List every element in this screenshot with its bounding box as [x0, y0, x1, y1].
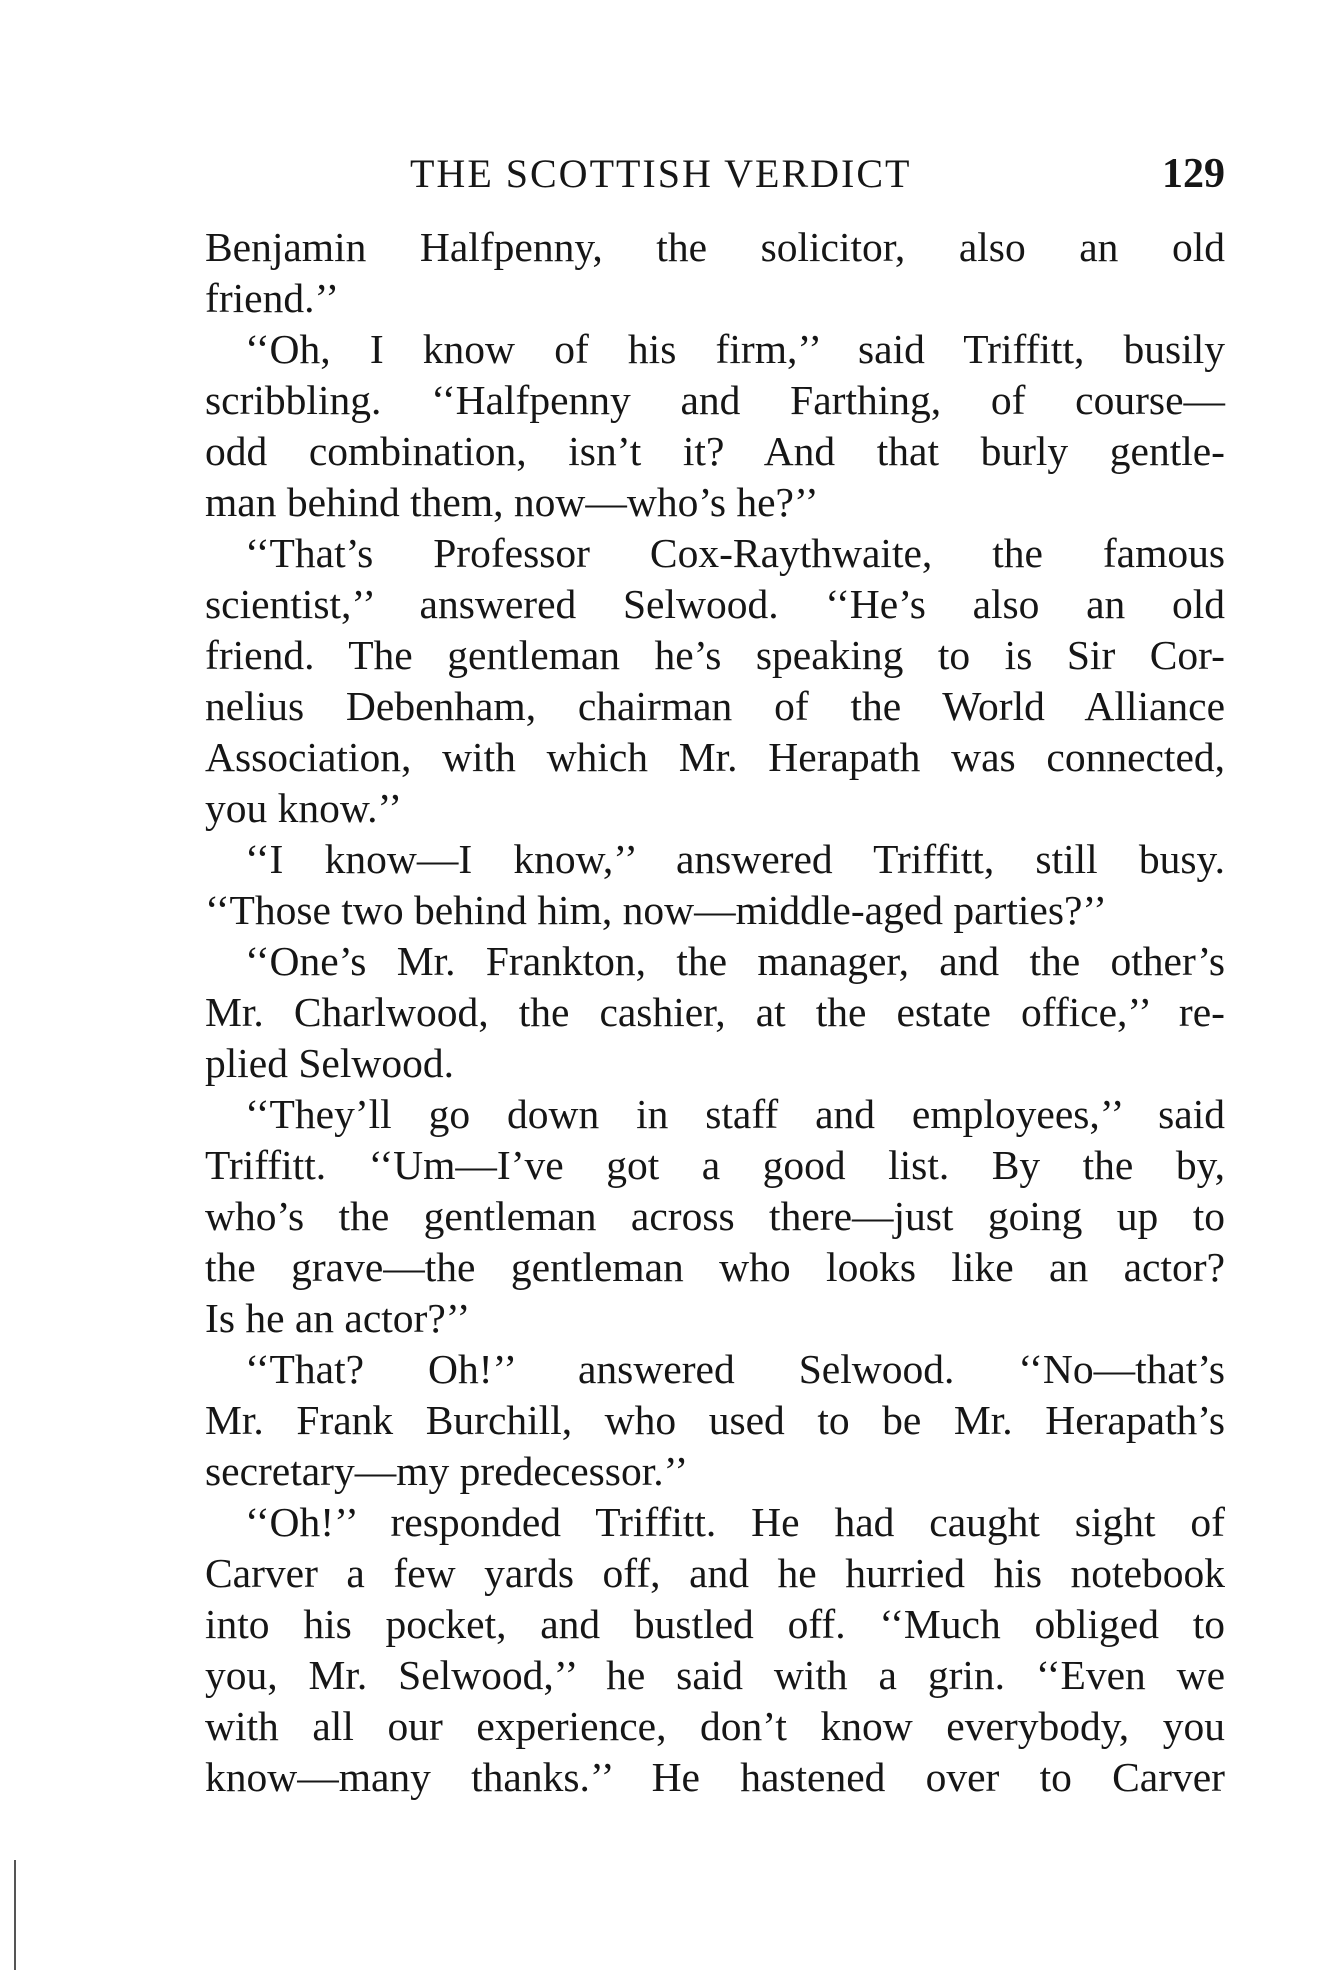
text-line: ‘‘Those two behind him, now—middle-aged parties?’’ [205, 887, 1107, 933]
text-line: odd combination, isn’t it? And that burly gentle- [205, 428, 1225, 474]
text-line: friend. The gentleman he’s speaking to is Sir Cor- [205, 632, 1225, 678]
text-line: scientist,’’ answered Selwood. ‘‘He’s also an old [205, 581, 1225, 627]
page-header [205, 150, 1225, 210]
text-line: you, Mr. Selwood,’’ he said with a grin. ‘‘Even we [205, 1652, 1225, 1698]
text-line: ‘‘That? Oh!’’ answered Selwood. ‘‘No—that’s [245, 1346, 1225, 1392]
text-line: with all our experience, don’t know everybody, you [205, 1703, 1225, 1749]
text-line: Triffitt. ‘‘Um—I’ve got a good list. By the by, [205, 1142, 1225, 1188]
text-line: the grave—the gentleman who looks like an actor? [205, 1244, 1225, 1290]
text-line: ‘‘I know—I know,’’ answered Triffitt, still busy. [245, 836, 1225, 882]
text-line: Benjamin Halfpenny, the solicitor, also an old [205, 224, 1225, 270]
text-line: scribbling. ‘‘Halfpenny and Farthing, of course— [205, 377, 1225, 423]
body-text [205, 222, 1225, 1803]
page-number: 129 [1162, 151, 1225, 197]
page-edge-mark [14, 1860, 16, 1970]
text-line: plied Selwood. [205, 1040, 454, 1086]
text-line: know—many thanks.’’ He hastened over to Carver [205, 1754, 1225, 1800]
text-line: ‘‘Oh, I know of his firm,’’ said Triffitt, busily [245, 326, 1225, 372]
running-head: THE SCOTTISH VERDICT [410, 151, 912, 196]
text-line: friend.’’ [205, 275, 340, 321]
text-line: you know.’’ [205, 785, 403, 831]
text-line: into his pocket, and bustled off. ‘‘Much obliged to [205, 1601, 1225, 1647]
text-line: Association, with which Mr. Herapath was connected, [205, 734, 1225, 780]
text-line: Carver a few yards off, and he hurried his notebook [205, 1550, 1225, 1596]
text-line: ‘‘One’s Mr. Frankton, the manager, and the other’s [245, 938, 1225, 984]
text-line: Mr. Charlwood, the cashier, at the estate office,’’ re- [205, 989, 1225, 1035]
text-line: secretary—my predecessor.’’ [205, 1448, 689, 1494]
text-line: nelius Debenham, chairman of the World Alliance [205, 683, 1225, 729]
text-line: ‘‘Oh!’’ responded Triffitt. He had caught sight of [245, 1499, 1225, 1545]
text-line: Is he an actor?’’ [205, 1295, 471, 1341]
text-line: ‘‘That’s Professor Cox-Raythwaite, the famous [245, 530, 1225, 576]
text-line: who’s the gentleman across there—just going up to [205, 1193, 1225, 1239]
text-line: Mr. Frank Burchill, who used to be Mr. Herapath’s [205, 1397, 1225, 1443]
text-line: ‘‘They’ll go down in staff and employees,’’ said [245, 1091, 1225, 1137]
text-line: man behind them, now—who’s he?’’ [205, 479, 819, 525]
